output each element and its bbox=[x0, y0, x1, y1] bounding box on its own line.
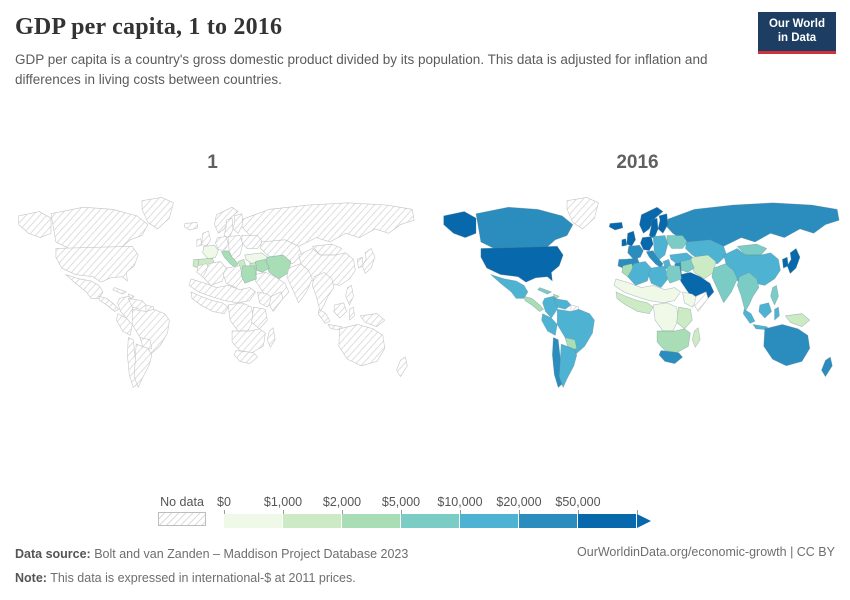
region-centralafrica[interactable] bbox=[653, 303, 678, 331]
legend-arrow bbox=[637, 514, 651, 528]
region-ukraine[interactable] bbox=[667, 235, 688, 248]
region-ukraine[interactable] bbox=[242, 235, 263, 248]
region-ireland[interactable] bbox=[197, 239, 202, 247]
region-southafrica[interactable] bbox=[234, 351, 257, 364]
region-argentina[interactable] bbox=[134, 344, 152, 387]
legend-color-segment[interactable] bbox=[342, 514, 401, 528]
region-australia[interactable] bbox=[339, 324, 385, 365]
region-libya[interactable] bbox=[648, 266, 668, 288]
region-alaska[interactable] bbox=[19, 212, 51, 238]
data-source-line bbox=[15, 545, 408, 563]
chart-title: GDP per capita, 1 to 2016 bbox=[15, 14, 283, 40]
region-france[interactable] bbox=[203, 245, 219, 259]
region-egypt[interactable] bbox=[666, 266, 682, 283]
region-sumatra[interactable] bbox=[743, 309, 755, 323]
region-seasia[interactable] bbox=[737, 272, 759, 311]
data-source-label: Data source: bbox=[15, 547, 91, 561]
region-centralafrica[interactable] bbox=[228, 303, 253, 331]
region-canada[interactable] bbox=[476, 207, 573, 253]
region-sulawesi[interactable] bbox=[350, 307, 355, 320]
owid-logo[interactable] bbox=[758, 12, 836, 54]
chart-subtitle: GDP per capita is a country's gross domestic product divided by its population. This data is adjusted for inflation and differences in living costs between countries. bbox=[15, 52, 708, 87]
region-madagascar[interactable] bbox=[267, 328, 275, 348]
region-peru[interactable] bbox=[117, 314, 133, 336]
region-finland[interactable] bbox=[233, 214, 243, 234]
legend-tick-mark bbox=[519, 510, 520, 514]
region-peru[interactable] bbox=[542, 314, 558, 336]
note-label: Note: bbox=[15, 571, 47, 586]
chart-footer bbox=[15, 545, 835, 593]
legend-color-segment[interactable] bbox=[401, 514, 460, 528]
region-uk[interactable] bbox=[202, 231, 211, 246]
region-madagascar[interactable] bbox=[692, 328, 700, 348]
legend-tick-mark bbox=[283, 510, 284, 514]
region-russia[interactable] bbox=[242, 203, 414, 246]
credit-link[interactable]: OurWorldinData.org/economic-growth | CC BY bbox=[577, 545, 835, 559]
region-centralamerica[interactable] bbox=[99, 296, 119, 311]
legend-tick-label: $2,000 bbox=[322, 495, 362, 509]
region-seasia[interactable] bbox=[312, 272, 334, 311]
legend-colorbar bbox=[217, 495, 651, 528]
region-korea[interactable] bbox=[782, 257, 788, 268]
region-newguinea[interactable] bbox=[785, 314, 809, 327]
region-borneo[interactable] bbox=[334, 303, 347, 318]
note-line bbox=[15, 569, 408, 587]
region-japan[interactable] bbox=[362, 248, 375, 273]
note-text: This data is expressed in international-$ at 2011 prices. bbox=[46, 571, 356, 586]
legend-tick-mark bbox=[637, 510, 638, 514]
map-figure-year-2016 bbox=[425, 152, 850, 394]
region-southernafrica[interactable] bbox=[657, 329, 690, 353]
legend-tick-label: $50,000 bbox=[555, 495, 601, 509]
legend-tick-label: $20,000 bbox=[496, 495, 542, 509]
region-egypt[interactable] bbox=[241, 266, 257, 283]
region-southernafrica[interactable] bbox=[232, 329, 265, 353]
region-newguinea[interactable] bbox=[360, 314, 384, 327]
legend-no-data[interactable] bbox=[158, 495, 206, 531]
legend-color-bar bbox=[224, 514, 651, 528]
map-canvas-year-2016 bbox=[425, 192, 850, 394]
region-cuba[interactable] bbox=[113, 288, 127, 295]
map-legend bbox=[158, 495, 651, 531]
legend-color-segment[interactable] bbox=[460, 514, 519, 528]
region-iceland[interactable] bbox=[184, 222, 198, 230]
region-russia[interactable] bbox=[667, 203, 839, 246]
region-newzealand[interactable] bbox=[822, 357, 833, 377]
region-cuba[interactable] bbox=[538, 288, 552, 295]
legend-color-segment[interactable] bbox=[224, 514, 283, 528]
region-argentina[interactable] bbox=[559, 344, 577, 387]
legend-tick-label: $10,000 bbox=[437, 495, 483, 509]
legend-tick-label: $5,000 bbox=[381, 495, 421, 509]
legend-tick-mark bbox=[460, 510, 461, 514]
legend-tick-label: $0 bbox=[217, 495, 231, 509]
legend-color-segment[interactable] bbox=[519, 514, 578, 528]
region-borneo[interactable] bbox=[759, 303, 772, 318]
region-centralamerica[interactable] bbox=[524, 296, 544, 311]
region-france[interactable] bbox=[628, 245, 644, 259]
region-sulawesi[interactable] bbox=[775, 307, 780, 320]
legend-tick-mark bbox=[224, 510, 225, 514]
region-ireland[interactable] bbox=[622, 239, 627, 247]
legend-tick-mark bbox=[401, 510, 402, 514]
region-germany[interactable] bbox=[215, 237, 228, 251]
legend-tick-label: $1,000 bbox=[263, 495, 303, 509]
region-eastafrica[interactable] bbox=[677, 307, 693, 329]
legend-color-segment[interactable] bbox=[283, 514, 342, 528]
region-japan[interactable] bbox=[787, 248, 800, 273]
legend-tick-labels bbox=[217, 495, 651, 512]
region-eastafrica[interactable] bbox=[252, 307, 268, 329]
map-year-label-1: 1 bbox=[207, 152, 218, 173]
world-map-year-2016 bbox=[430, 192, 845, 394]
region-sumatra[interactable] bbox=[318, 309, 330, 323]
region-finland[interactable] bbox=[658, 214, 668, 234]
footer-left bbox=[15, 545, 408, 593]
legend-color-segment[interactable] bbox=[578, 514, 637, 528]
region-southafrica[interactable] bbox=[659, 351, 682, 364]
region-australia[interactable] bbox=[764, 324, 810, 365]
no-data-swatch bbox=[158, 512, 206, 526]
region-alaska[interactable] bbox=[444, 212, 476, 238]
legend-tick-mark bbox=[578, 510, 579, 514]
chart-header bbox=[0, 0, 850, 89]
legend-no-data-label: No data bbox=[160, 495, 204, 509]
map-canvas-year-1 bbox=[0, 192, 425, 394]
region-philippines[interactable] bbox=[771, 285, 779, 305]
region-canada[interactable] bbox=[51, 207, 148, 253]
region-iceland[interactable] bbox=[609, 222, 623, 230]
data-source-text: Bolt and van Zanden – Maddison Project Database 2023 bbox=[90, 547, 409, 561]
maps-row bbox=[0, 152, 850, 394]
region-philippines[interactable] bbox=[346, 285, 354, 305]
map-year-label-2016: 2016 bbox=[616, 152, 659, 173]
region-libya[interactable] bbox=[223, 266, 243, 288]
legend-tick-mark bbox=[342, 510, 343, 514]
map-figure-year-1 bbox=[0, 152, 425, 394]
world-map-year-1 bbox=[5, 192, 420, 394]
region-uk[interactable] bbox=[627, 231, 636, 246]
owid-logo-line1: Our World bbox=[768, 18, 825, 30]
region-korea[interactable] bbox=[357, 257, 363, 268]
region-germany[interactable] bbox=[640, 237, 653, 251]
region-newzealand[interactable] bbox=[397, 357, 408, 377]
owid-logo-line2: in Data bbox=[777, 32, 817, 45]
